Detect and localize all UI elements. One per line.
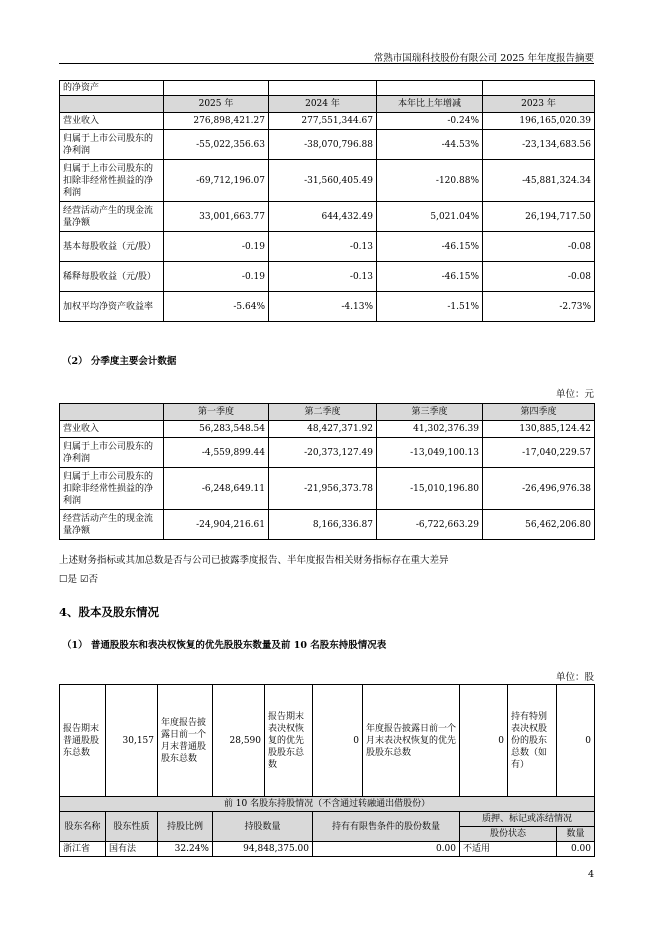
column-header: 第三季度 [377, 404, 483, 421]
table-cell: 26,194,717.50 [483, 202, 595, 232]
table-cell: 浙江省 [60, 842, 106, 857]
row-label: 归属于上市公司股东的扣除非经常性损益的净利润 [60, 160, 164, 202]
table-cell: -26,496,976.38 [483, 468, 595, 510]
table-cell: 277,551,344.67 [269, 113, 377, 130]
table-cell: -46.15% [377, 262, 483, 292]
top10-title: 前 10 名股东持股情况（不含通过转融通出借股份） [60, 797, 595, 812]
column-header: 质押、标记或冻结情况 [460, 812, 595, 827]
table-cell: 276,898,421.27 [164, 113, 269, 130]
row-label: 归属于上市公司股东的扣除非经常性损益的净利润 [60, 468, 164, 510]
summary-label: 报告期末普通股股东总数 [60, 685, 106, 797]
table-cell: 0.00 [557, 842, 595, 857]
table-cell: -23,134,683.56 [483, 130, 595, 160]
table-cell: 8,166,336.87 [269, 510, 377, 540]
table-cell: -0.19 [164, 232, 269, 262]
column-header: 第一季度 [164, 404, 269, 421]
column-header: 本年比上年增减 [377, 96, 483, 113]
table-cell: -69,712,196.07 [164, 160, 269, 202]
row-label: 经营活动产生的现金流量净额 [60, 510, 164, 540]
shareholder-table [59, 684, 595, 857]
table-cell: -5.64% [164, 292, 269, 322]
summary-label: 持有特别表决权股份的股东总数（如有） [508, 685, 557, 797]
table-cell: -13,049,100.13 [377, 438, 483, 468]
subsection-heading: （1） 普通股股东和表决权恢复的优先股股东数量及前 10 名股东持股情况表 [62, 640, 387, 651]
column-header: 2023 年 [483, 96, 595, 113]
table-cell: -4,559,899.44 [164, 438, 269, 468]
row-label: 归属于上市公司股东的净利润 [60, 130, 164, 160]
table-cell: -0.08 [483, 232, 595, 262]
column-header: 2025 年 [164, 96, 269, 113]
column-header: 数量 [557, 827, 595, 842]
table-cell: 33,001,663.77 [164, 202, 269, 232]
summary-value: 0 [313, 685, 363, 797]
table-cell: 32.24% [158, 842, 213, 857]
unit-label: 单位：元 [555, 389, 594, 400]
table-cell: 56,283,548.54 [164, 421, 269, 438]
column-header: 2024 年 [269, 96, 377, 113]
row-label: 基本每股收益（元/股） [60, 232, 164, 262]
table-cell: -2.73% [483, 292, 595, 322]
header-rule [59, 63, 594, 64]
table-cell: 644,432.49 [269, 202, 377, 232]
table-cell: -20,373,127.49 [269, 438, 377, 468]
row-label: 加权平均净资产收益率 [60, 292, 164, 322]
table-cell: 48,427,371.92 [269, 421, 377, 438]
summary-value: 0 [460, 685, 508, 797]
column-header: 股份状态 [460, 827, 557, 842]
table-cell: -17,040,229.57 [483, 438, 595, 468]
column-header: 股东性质 [106, 812, 158, 842]
table-cell: -4.13% [269, 292, 377, 322]
table-cell: -38,070,796.88 [269, 130, 377, 160]
page-number: 4 [587, 869, 594, 880]
column-header: 持股比例 [158, 812, 213, 842]
summary-value: 0 [557, 685, 595, 797]
table-cell: -1.51% [377, 292, 483, 322]
table-cell: -55,022,356.63 [164, 130, 269, 160]
row-label: 经营活动产生的现金流量净额 [60, 202, 164, 232]
summary-value: 28,590 [213, 685, 265, 797]
table-cell: -0.13 [269, 232, 377, 262]
table-cell: 不适用 [460, 842, 557, 857]
unit-label: 单位：股 [555, 672, 594, 683]
summary-value: 30,157 [106, 685, 158, 797]
table-cell: -120.88% [377, 160, 483, 202]
row-label: 归属于上市公司股东的净利润 [60, 438, 164, 468]
summary-label: 年度报告披露日前一个月末表决权恢复的优先股股东总数 [363, 685, 460, 797]
discrepancy-choice: ☐是 ☑否 [59, 574, 99, 585]
annual-data-table [59, 80, 595, 322]
table-cell: -6,722,663.29 [377, 510, 483, 540]
table-cell: -0.08 [483, 262, 595, 292]
column-header: 第二季度 [269, 404, 377, 421]
column-header: 持股数量 [213, 812, 313, 842]
summary-label: 报告期末表决权恢复的优先股股东总数 [265, 685, 313, 797]
row-label: 稀释每股收益（元/股） [60, 262, 164, 292]
table-cell: -0.13 [269, 262, 377, 292]
table-cell: -44.53% [377, 130, 483, 160]
table-cell: -31,560,405.49 [269, 160, 377, 202]
table-cell: 的净资产 [60, 81, 164, 96]
running-header: 常熟市国瑞科技股份有限公司 2025 年年度报告摘要 [373, 53, 594, 64]
table-cell: -45,881,324.34 [483, 160, 595, 202]
table-cell: -15,010,196.80 [377, 468, 483, 510]
table-cell: 国有法 [106, 842, 158, 857]
section-heading: （2） 分季度主要会计数据 [62, 356, 177, 367]
row-label: 营业收入 [60, 421, 164, 438]
section-heading: 4、股本及股东情况 [59, 605, 160, 619]
column-header: 第四季度 [483, 404, 595, 421]
row-label: 营业收入 [60, 113, 164, 130]
table-cell: 196,165,020.39 [483, 113, 595, 130]
table-cell: -0.19 [164, 262, 269, 292]
table-cell: -21,956,373.78 [269, 468, 377, 510]
table-cell: 5,021.04% [377, 202, 483, 232]
table-cell: -46.15% [377, 232, 483, 262]
table-cell: 94,848,375.00 [213, 842, 313, 857]
table-cell: -0.24% [377, 113, 483, 130]
table-cell: -24,904,216.61 [164, 510, 269, 540]
table-cell: 56,462,206.80 [483, 510, 595, 540]
column-header: 股东名称 [60, 812, 106, 842]
table-cell: 130,885,124.42 [483, 421, 595, 438]
discrepancy-note: 上述财务指标或其加总数是否与公司已披露季度报告、半年度报告相关财务指标存在重大差异 [59, 555, 449, 566]
summary-label: 年度报告披露日前一个月末普通股股东总数 [158, 685, 213, 797]
table-cell: 0.00 [313, 842, 460, 857]
table-cell: -6,248,649.11 [164, 468, 269, 510]
table-cell: 41,302,376.39 [377, 421, 483, 438]
quarterly-data-table [59, 403, 595, 540]
column-header: 持有有限售条件的股份数量 [313, 812, 460, 842]
